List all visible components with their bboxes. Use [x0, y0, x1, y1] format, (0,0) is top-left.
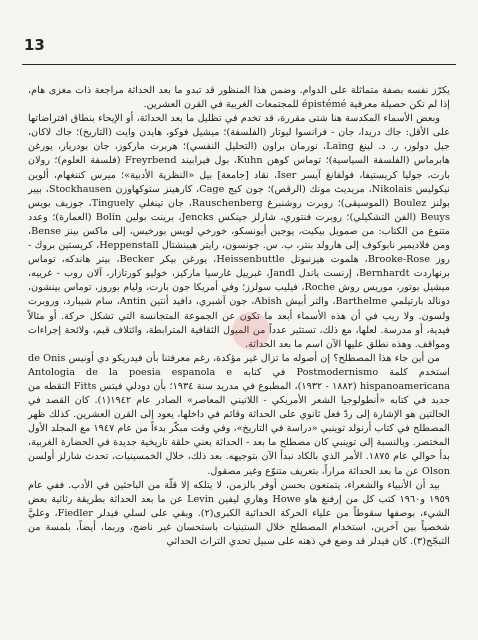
page-number: 13: [24, 36, 45, 54]
paragraph-1: يكرّز نفسه بصفة متماثلة على الدوام. وضمن هذا المنظور قد تبدو ما بعد الحداثة مراجعة ذات مغزى هام، إذا لم تكن حصيلة معرفية épistémé للمجتمعات الغربية في القرن العشرين.: [28, 85, 450, 111]
paragraph-2: وبعض الأسماء المكدسة هنا شتى مقررة، قد تخدم في تظليل ما بعد الحداثة، أو الإيحاء بنطاق افتراضاتها على الأقل: جاك دريدا، جان - فرانسوا ليوتار (الفلسفة)؛ ميشيل فوكو، هايدن وايت (التاريخ)؛ جاك لاكان، جيل دولوز، ر. د. لينغ Laing، نورمان براون (التحليل النفسي)؛ هربرت ماركوز، جان بودريار، يورغن هابرماس (الفلسفة السياسية)؛ توماس كوهن Kuhn، بول فيرابيند Freyrbend (فلسفة العلوم)؛ رولان بارت، جوليا كريستيفا، فولفانغ آيسر Iser، نقاد [جامعة] بيل «النظرية الأدبية»؛ ميرس كننغهام، ألوين نيكوليس Nikolais، مريديث مونك (الرقص)؛ جون كيج Cage، كارهينز ستوكهاوزن Stockhausen، بيير بولنز Boulez (الموسيقى)؛ روبرت روشنبرغ Rauschenberg، جان تينغلي Tinguely، جوزيف بويس Beuys (الفن التشكيلي)؛ روبرت فنتوري، شارلز جينكس Jencks، برينت بولين Bolin (العمارة)؛ وعدد متنوع من الكتاب: من صمويل بيكيت، يوجين أيونسكو، خورخي لويس بورخيس، إلى ماكس بينز Bense، ومن فلاديمير نابوكوف إلى هارولد بنتر، ب. س. جونسون، رايتر هيبنشتال Heppenstall، كريستين بروك - روز Brooke-Rose، هلموت هيزنبوتل Heissenbuttle، يورغن بيكر Becker، بيتر هاندكه، توماس برنهاردت Bernhardt، إرنست ياندل Jandl، غبرييل غارسيا ماركيز، خوليو كورتازار، آلان روب - غرييه، ميشيل بوتور، موريس روش Roche، فيليب سولرز؛ وفي أمريكا جون بارت، وليام بوروز، توماس بينشون، دونالد بارتيلمي Barthelme، والتر أبيش Abish، جون آشبري، دافيد أنتين Antin، سام شيبارد، وروبرت ولسون. ولا ريب في أن هذه الأسماء أبعد ما تكون عن الجموعة المتجانسة التي تشكل حركة. أو مثالاً فيدية، أو مدرسة. لعلها، مع ذلك، تستثير عدداً من الميول الثقافية المترابطة، وائتلاف قيم، ولائحة إجراءات ومواقف. وهذه نطلق عليها الآن اسم ما بعد الحداثة.: [28, 113, 451, 350]
header-rule: [22, 64, 456, 65]
body-text: [28, 84, 450, 549]
paragraph-4: بيد أن الأنبياء والشعراء، يتمتعون بحسن أوفر بالزمن، لا يتلكه إلا قلّة من الباحثين في الأدب. ففي عام ١٩٥٩ و١٩٦٠ كتب كل من إرفنغ هاو Howe وهاري ليفين Levin عن ما بعد الحداثة بطريقة رثائية بعض الشيء، بوصفها سقوطاً من علياء الحركة الحداثية الكبرى(٢). وبقي على لسلي فيدلر Fiedler، وعليَّ شخصياً بين آخرين، استخدام المصطلح خلال الستينيات باستحسان غير ناضج، وربما، أيضاً، بلمسة من التبجّح(٣). كان فيدلر قد وضع في ذهنه على سبيل تحدي التراث الحداثي: [28, 479, 450, 547]
paragraph-3: من أين جاء هذا المصطلح؟ إن أصوله ما تزال غير مؤكدة، رغم معرفتنا بأن فيدريكو دي أونيس de Onis استخدم كلمة Postmodernismo في كتابه Antologia de la poesia espanola e hispanoamericana (١٨٨٢ - ١٩٣٢)، المطبوع في مدريد سنة ١٩٣٤؛ بأن دودلي فيتس Fitts التقطه من جديد في كتابه «أنطولوجيا الشعر الأمريكي - اللاتيني المعاصر» الصادر عام ١٩٤٢(١). كان القصد في الحالتين هو الإشارة إلى ردّ فعل ثانوي على الحداثة وقائم في داخلها، يعود إلى القرن العشرين. كذلك ظهر المصطلح في كتاب أرنولد توينبي «دراسة في التاريخ»، وفي وقت مبكّر بدءاً من عام ١٩٤٧ مع المجلد الأول المختصر. وبالنسبة إلى توينبي كان مصطلح ما بعد - الحداثة يعني حلقة تاريخية جديدة في الحضارة الغربية، بدأ حوالي عام ١٨٧٥. الأمر الذي بالكاد نبدأ الآن بتوجيهه. بعد ذلك، خلال الخمسينيات، تحدث شارلز أولسن Olson عن ما بعد الحداثة مراراً، بتعريف متنوّع وغير مصقول.: [28, 352, 451, 477]
